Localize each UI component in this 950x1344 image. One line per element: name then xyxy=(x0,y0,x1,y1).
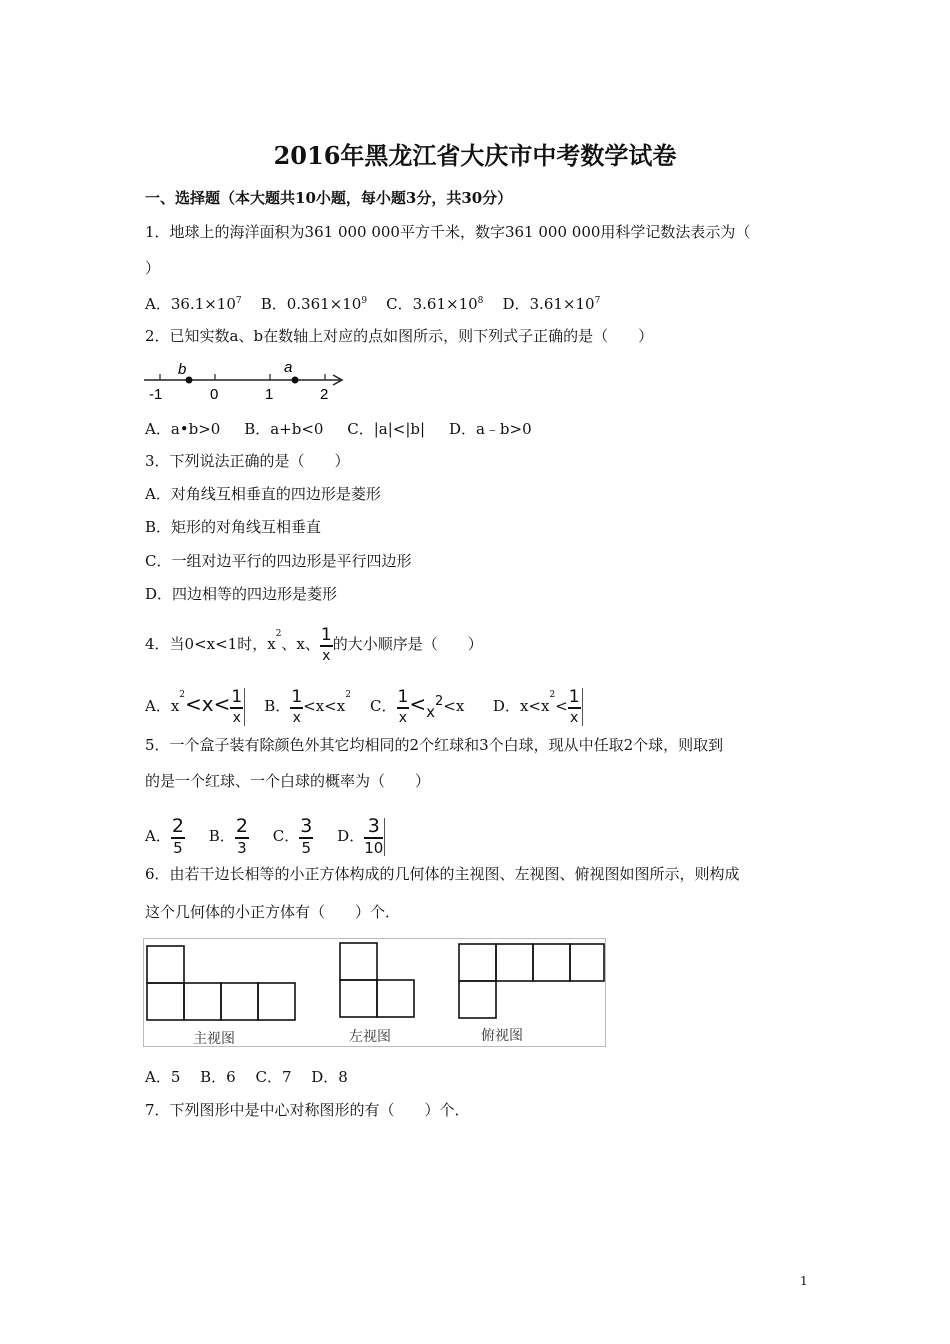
question-5-stem-end: 的是一个红球、一个白球的概率为（ ） xyxy=(145,772,431,790)
top-view xyxy=(459,944,604,1018)
number-line-figure xyxy=(140,358,350,404)
question-2-stem: 2．已知实数a、b在数轴上对应的点如图所示，则下列式子正确的是（ ） xyxy=(145,327,654,345)
front-view xyxy=(147,946,295,1020)
option-d: D．a﹣b>0 xyxy=(448,420,532,438)
option-c: C． $\frac{3}{5}$ xyxy=(272,815,313,857)
option-a: A． $\frac{2}{5}$ xyxy=(145,815,184,857)
option-d: D．$3.61\times 10^7$ xyxy=(502,295,601,313)
question-1-options xyxy=(145,294,600,314)
option-c: C．$3.61\times 10^8$ xyxy=(386,295,484,313)
question-3-option-c: C．一组对边平行的四边形是平行四边形 xyxy=(145,552,412,570)
label-2: 2 xyxy=(320,386,329,403)
option-c: C．|a|<|b| xyxy=(347,420,426,438)
left-view-label: 左视图 xyxy=(349,1029,391,1045)
question-6-stem: 6．由若干边长相等的小正方体构成的几何体的主视图、左视图、俯视图如图所示，则构成 xyxy=(145,865,740,883)
option-b: B． $\frac{2}{3}$ xyxy=(208,815,248,857)
option-a: A．$36.1\times 10^7$ xyxy=(145,295,242,313)
question-5-stem: 5．一个盒子装有除颜色外其它均相同的2个红球和3个白球，现从中任取2个球，则取到 xyxy=(145,736,724,754)
three-views-figure xyxy=(143,938,609,1050)
point-b xyxy=(186,377,193,384)
question-1-stem: 1．地球上的海洋面积为361 000 000平方千米，数字361 000 000用科学记数法表示为（ xyxy=(145,223,751,241)
point-a xyxy=(292,377,299,384)
front-view-label: 主视图 xyxy=(193,1031,235,1047)
question-6-stem-end: 这个几何体的小正方体有（ ）个． xyxy=(145,903,401,921)
option-b: B． $\frac{1}{x}$ $<x<x^2$ xyxy=(264,687,351,726)
question-4-options xyxy=(145,688,583,726)
left-view xyxy=(340,943,414,1017)
question-3-stem: 3．下列说法正确的是（ ） xyxy=(145,452,350,470)
option-a: A．$x^2<x<$ $\frac{1}{x}$ xyxy=(145,697,245,715)
question-6-options: A．5 B．6 C．7 D．8 xyxy=(145,1068,348,1086)
option-a: A．a•b>0 xyxy=(145,420,221,438)
label-b: b xyxy=(178,361,187,378)
label-0: 0 xyxy=(210,386,219,403)
section-heading: 一、选择题（本大题共10小题，每小题3分，共30分） xyxy=(145,189,513,207)
fraction-one-over-x: $\frac{1}{x}$ xyxy=(320,625,332,664)
question-5-options xyxy=(145,817,385,856)
option-c: C． $\frac{1}{x}$ <x2<x xyxy=(370,687,465,726)
option-d: D．$x<x^2<$ $\frac{1}{x}$ xyxy=(493,697,583,715)
question-3-option-d: D．四边相等的四边形是菱形 xyxy=(145,585,338,603)
label-1: 1 xyxy=(265,386,274,403)
question-1-stem-end: ） xyxy=(145,259,161,277)
question-2-options xyxy=(145,419,532,439)
question-3-option-b: B．矩形的对角线互相垂直 xyxy=(145,518,322,536)
question-7-stem: 7．下列图形中是中心对称图形的有（ ）个． xyxy=(145,1101,470,1119)
question-3-option-a: A．对角线互相垂直的四边形是菱形 xyxy=(145,485,381,503)
option-b: B．$0.361\times 10^9$ xyxy=(260,295,368,313)
question-4-stem: 4．当0<x<1时，$x^2$、x、 $\frac{1}{x}$ 的大小顺序是（ ） xyxy=(145,625,483,664)
top-view-label: 俯视图 xyxy=(481,1028,523,1044)
option-b: B．a+b<0 xyxy=(244,420,324,438)
label-neg1: -1 xyxy=(149,386,163,403)
page-title: 2016年黑龙江省大庆市中考数学试卷 xyxy=(273,141,677,170)
option-d: D． $\frac{3}{10}$ xyxy=(337,815,384,857)
page-number: 1 xyxy=(800,1274,808,1288)
label-a: a xyxy=(284,359,293,376)
